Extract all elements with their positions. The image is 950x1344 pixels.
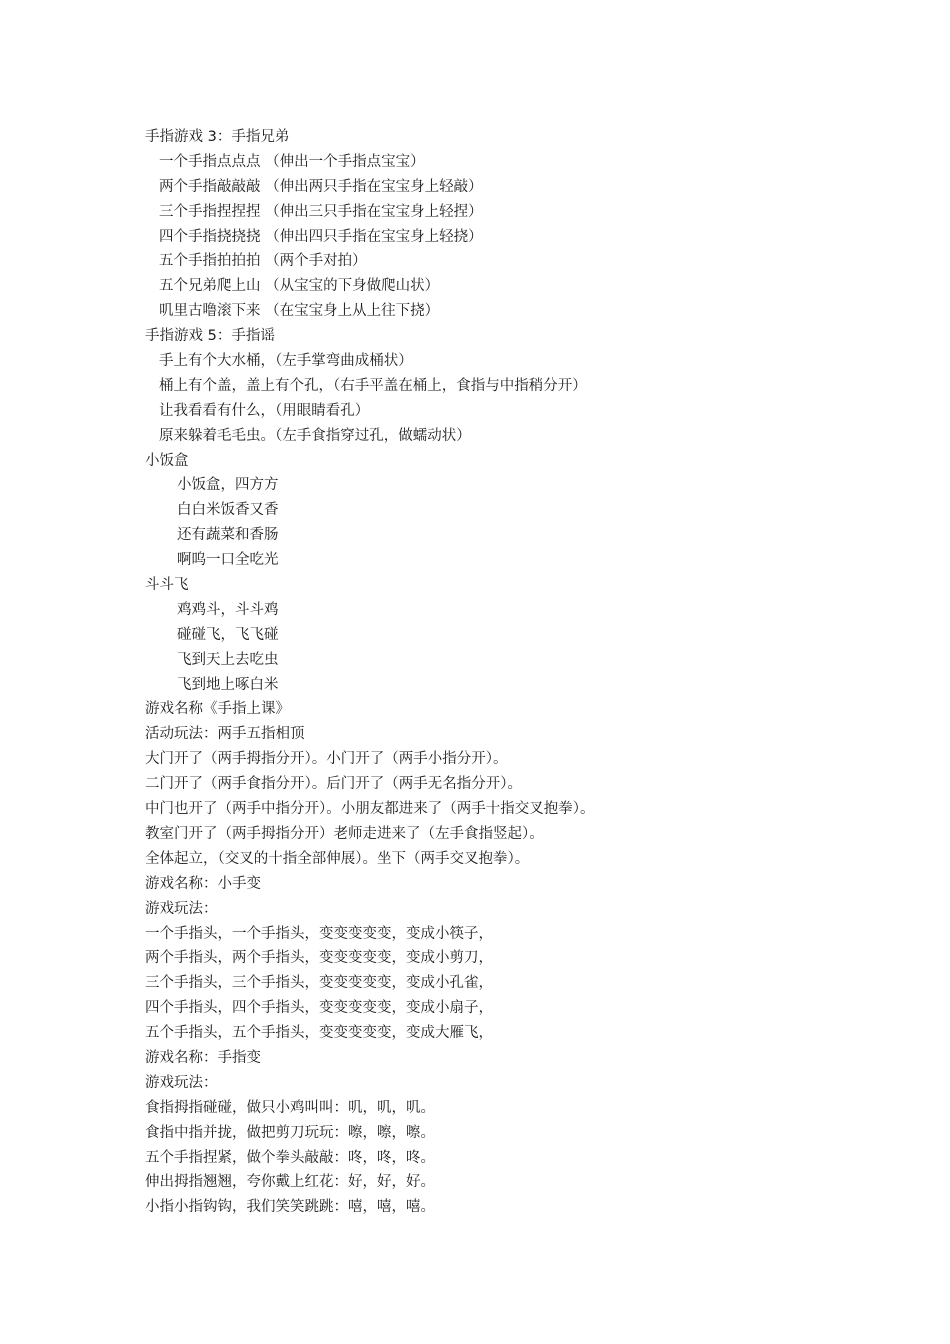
section-title-game3: 手指游戏 3：手指兄弟 [145, 129, 290, 145]
text-line: 五个手指捏紧，做个拳头敲敲：咚，咚，咚。 [145, 1149, 435, 1166]
text-line: 一个手指点点点 （伸出一个手指点宝宝） [159, 153, 425, 170]
text-line: 飞到地上啄白米 [177, 676, 279, 693]
text-line: 手上有个大水桶，（左手掌弯曲成桶状） [159, 353, 413, 370]
section-title-doudoufei: 斗斗飞 [145, 577, 189, 594]
text-line: 食指中指并拢，做把剪刀玩玩：嚓，嚓，嚓。 [145, 1124, 435, 1141]
text-line: 飞到天上去吃虫 [177, 651, 279, 668]
section-title-handchange: 游戏名称：小手变 [145, 875, 261, 892]
text-line: 白白米饭香又香 [177, 502, 279, 519]
text-line: 让我看看有什么，（用眼睛看孔） [159, 402, 370, 419]
document-body [145, 125, 905, 1220]
text-line: 一个手指头，一个手指头，变变变变变，变成小筷子， [145, 925, 493, 942]
text-line: 鸡鸡斗，斗斗鸡 [177, 601, 279, 618]
text-line: 五个手指头，五个手指头，变变变变变，变成大雁飞， [145, 1025, 493, 1042]
text-line: 三个手指捏捏捏 （伸出三只手指在宝宝身上轻捏） [159, 203, 483, 220]
section-title-game5: 手指游戏 5：手指谣 [145, 328, 275, 345]
text-line: 还有蔬菜和香肠 [177, 527, 279, 544]
section-title-fingerchange: 游戏名称：手指变 [145, 1049, 261, 1066]
text-line: 小饭盒，四方方 [177, 477, 279, 494]
text-line: 原来躲着毛毛虫。（左手食指穿过孔，做蠕动状） [159, 427, 471, 444]
text-line: 游戏玩法： [145, 900, 218, 917]
text-line: 食指拇指碰碰，做只小鸡叫叫：叽，叽，叽。 [145, 1099, 435, 1116]
text-line: 活动玩法：两手五指相顶 [145, 726, 305, 743]
section-title-class: 游戏名称《手指上课》 [145, 701, 290, 718]
text-line: 啊呜一口全吃光 [177, 552, 279, 569]
text-line: 两个手指敲敲敲 （伸出两只手指在宝宝身上轻敲） [159, 178, 483, 195]
text-line: 游戏玩法： [145, 1074, 218, 1091]
text-line: 二门开了（两手食指分开）。后门开了（两手无名指分开）。 [145, 776, 522, 793]
section-title-lunchbox: 小饭盒 [145, 452, 189, 469]
text-line: 全体起立，（交叉的十指全部伸展）。坐下（两手交叉抱拳）。 [145, 850, 530, 867]
text-line: 桶上有个盖，盖上有个孔，（右手平盖在桶上，食指与中指稍分开） [159, 377, 587, 394]
text-line: 教室门开了（两手拇指分开）老师走进来了（左手食指竖起）。 [145, 825, 544, 842]
text-line: 两个手指头，两个手指头，变变变变变，变成小剪刀， [145, 950, 493, 967]
text-line: 大门开了（两手拇指分开）。小门开了（两手小指分开）。 [145, 751, 508, 768]
text-line: 叽里古噜滚下来 （在宝宝身上从上往下挠） [159, 303, 440, 320]
text-line: 中门也开了（两手中指分开）。小朋友都进来了（两手十指交叉抱拳）。 [145, 801, 595, 818]
text-line: 五个兄弟爬上山 （从宝宝的下身做爬山状） [159, 278, 440, 295]
text-line: 伸出拇指翘翘，夸你戴上红花：好，好，好。 [145, 1174, 435, 1191]
text-line: 三个手指头，三个手指头，变变变变变，变成小孔雀， [145, 975, 493, 992]
text-line: 四个手指头，四个手指头，变变变变变，变成小扇子， [145, 1000, 493, 1017]
text-line: 四个手指挠挠挠 （伸出四只手指在宝宝身上轻挠） [159, 228, 483, 245]
text-line: 小指小指钩钩，我们笑笑跳跳：嘻，嘻，嘻。 [145, 1199, 435, 1216]
text-line: 五个手指拍拍拍 （两个手对拍） [159, 253, 367, 270]
text-line: 碰碰飞，飞飞碰 [177, 626, 279, 643]
